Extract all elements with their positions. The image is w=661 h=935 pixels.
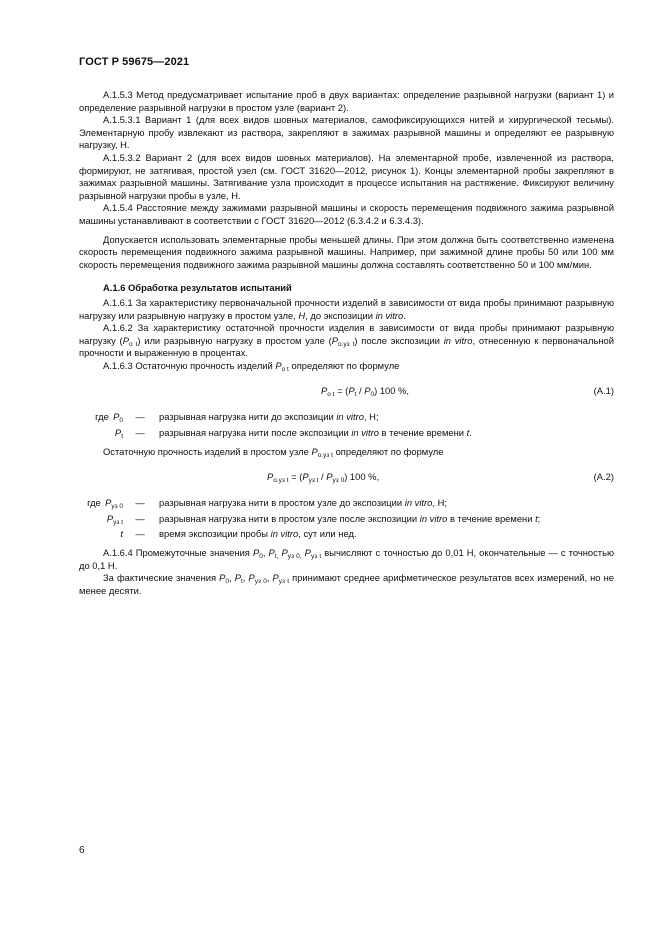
formula-a2 (79, 471, 614, 485)
section-title-a16: А.1.6 Обработка результатов испытаний (103, 282, 292, 294)
page-number: 6 (79, 845, 85, 856)
legend-row: t — время экспозиции пробы in vitro, сут или нед. (120, 528, 357, 540)
paragraph-a1614: А.1.6.4 Промежуточные значения $P_0$, $P_{t,}$ $P_{уз 0,}$ $P_{уз t}$ вычисляют с точностью до 0,01 Н, окончательные — с точностью до 0,1 Н. (79, 547, 615, 571)
legend-row: где $P_0$ — разрывная нагрузка нити до экспозиции in vitro, Н; (95, 411, 379, 425)
formula-a1-legend (79, 411, 614, 439)
paragraph-smaller-samples: Допускается использовать элементарные пробы меньшей длины. При этом должна быть соответственно изменена скорость перемещения подвижного зажима разрывной машины. Например, при зажимной длине пробы 50 или 100 мм скорость перемещения подвижного зажима разрывной машины должна составлять соответственно 50 и 100 мм/мин. (79, 233, 614, 270)
legend-row: где $P_{уз 0}$ — разрывная нагрузка нити в простом узле до экспозиции in vitro, Н; (87, 497, 447, 511)
formula-a2-legend (79, 497, 614, 541)
paragraph-a154: А.1.5.4 Расстояние между зажимами разрывной машины и скорость перемещения подвижного зажима разрывной машины устанавливают в соответствии с ГОСТ 31620—2012 (6.3.4.2 и 6.3.4.3). (79, 202, 614, 226)
formula-a1 (79, 385, 614, 399)
formula-a2-expression: $P_{о.уз t} = (P_{уз t} / P_{уз 0})$ 100 %, (267, 471, 380, 485)
paragraph-a1531: А.1.5.3.1 Вариант 1 (для всех видов шовных материалов, самофиксирующихся нитей и хирургической тесьмы). Элементарную пробу извлекают из раствора, закрепляют в зажимах разрывной машины и определяют ее разрывную нагрузку, Н. (79, 114, 614, 151)
page-content (79, 89, 614, 597)
formula-a1-expression: $P_{о t} = (P_t / P_0)$ 100 %, (321, 385, 410, 399)
paragraph-a1612: А.1.6.2 За характеристику остаточной прочности изделия в зависимости от вида пробы принимают разрывную нагрузку $(P_{о t})$ или разрывную нагрузку в простом узле $(P_{о.уз t})$ после экспозиции in vitro, отнесенную к первоначальной прочности и выраженную в процентах. (79, 322, 614, 359)
legend-row: $P_t$ — разрывная нагрузка нити после экспозиции in vitro в течение времени t. (114, 427, 472, 441)
paragraph-a1532: А.1.5.3.2 Вариант 2 (для всех видов шовных материалов). На элементарной пробе, извлеченной из раствора, формируют, не затягивая, простой узел (см. ГОСТ 31620—2012, рисунок 1). Концы элементарной пробы закрепляют в зажимах разрывной машины. Затягивание узла происходит в процессе испытания на растяжение. Фиксируют величину разрывной нагрузки пробы в узле, Н. (79, 151, 614, 201)
paragraph-knot-strength: Остаточную прочность изделий в простом узле $P_{о.уз t}$ определяют по формуле (103, 445, 444, 459)
formula-a1-number: (А.1) (593, 385, 614, 397)
legend-row: $P_{уз t}$ — разрывная нагрузка нити в простом узле после экспозиции in vitro в течение времени t; (106, 512, 541, 526)
paragraph-a1613: А.1.6.3 Остаточную прочность изделий $P_{о t}$ определяют по формуле (103, 359, 400, 373)
formula-a2-number: (А.2) (593, 471, 614, 483)
paragraph-a153: А.1.5.3 Метод предусматривает испытание проб в двух вариантах: определение разрывной нагрузки (вариант 1) и определение разрывной нагрузки в простом узле (вариант 2). (79, 89, 614, 113)
document-header: ГОСТ Р 59675—2021 (79, 56, 190, 68)
paragraph-final-values: За фактические значения $P_0$, $P_t$, $P_{уз 0}$, $P_{уз t}$ принимают среднее арифметическое результатов всех измерений, но не менее десяти. (79, 572, 614, 596)
paragraph-a1611: А.1.6.1 За характеристику первоначальной прочности изделий в зависимости от вида пробы принимают разрывную нагрузку или разрывную нагрузку в простом узле, H, до экспозиции in vitro. (79, 296, 614, 321)
